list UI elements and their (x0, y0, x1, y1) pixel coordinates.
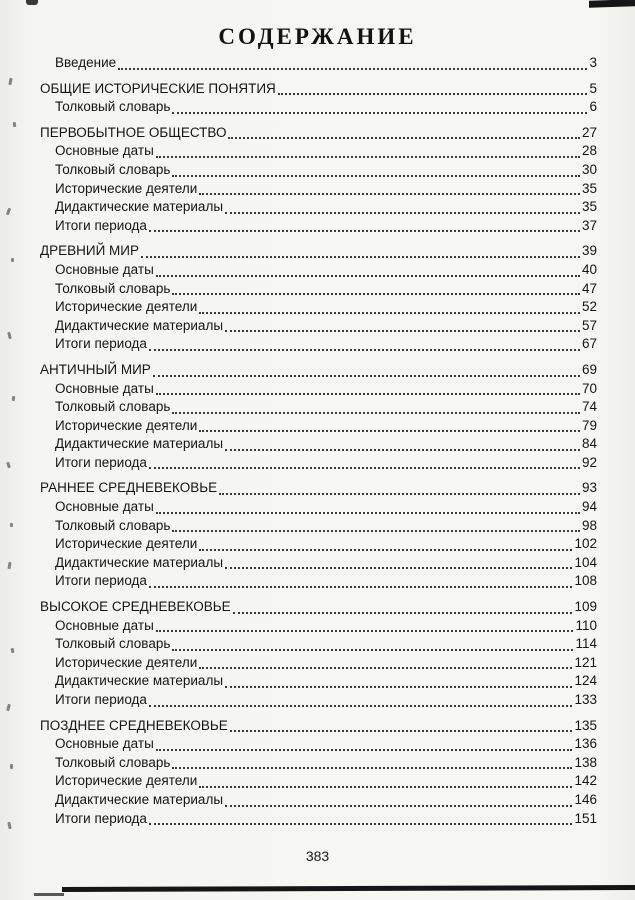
toc-entry (40, 791, 597, 810)
toc-entry (40, 142, 597, 161)
toc-entry-page: 74 (581, 399, 597, 415)
dot-leader (225, 212, 580, 214)
toc-entry-label: Итоги периода (55, 217, 147, 233)
dot-leader (225, 449, 580, 451)
toc-entry-label: Основные даты (55, 499, 154, 515)
dot-leader (149, 586, 573, 588)
footer-page-number: 383 (305, 848, 330, 864)
toc-entry-page: 35 (581, 180, 597, 196)
dot-leader (172, 530, 580, 532)
toc-entry (40, 554, 597, 573)
toc-entry (40, 198, 597, 217)
dot-leader (199, 667, 572, 669)
toc-entry-label: Толковый словарь (55, 636, 171, 652)
toc-entry (40, 335, 597, 354)
scan-artifact-margin-tick (10, 764, 13, 769)
toc-entry-label: ОБЩИЕ ИСТОРИЧЕСКИЕ ПОНЯТИЯ (40, 80, 276, 96)
toc-entry (40, 280, 597, 299)
dot-leader (153, 375, 580, 377)
toc-entry-page: 6 (589, 99, 597, 115)
toc-entry (40, 654, 597, 673)
toc-entry-page: 28 (581, 143, 597, 159)
toc-entry (40, 717, 597, 736)
dot-leader (149, 467, 580, 469)
scan-artifact-margin-tick (8, 78, 12, 85)
dot-leader (149, 230, 580, 232)
toc-entry-label: ПОЗДНЕЕ СРЕДНЕВЕКОВЬЕ (40, 717, 228, 733)
scan-artifact-margin-tick (6, 462, 11, 469)
toc-entry (40, 691, 597, 710)
toc-entry (40, 735, 597, 754)
toc-entry (40, 80, 597, 99)
toc-entry (40, 535, 597, 554)
scan-artifact-margin-tick (6, 704, 11, 712)
toc-entry-label: Дидактические материалы (55, 317, 224, 333)
dot-leader (172, 175, 580, 177)
toc-entry-page: 35 (581, 199, 597, 215)
toc-entry-label: Толковый словарь (55, 517, 171, 533)
toc-entry-page: 104 (574, 554, 597, 570)
toc-entry-label: Итоги периода (55, 336, 147, 352)
toc-entry-label: Основные даты (55, 380, 154, 396)
toc-entry (40, 479, 597, 498)
dot-leader (172, 412, 580, 414)
dot-leader (225, 330, 580, 332)
toc-entry (40, 242, 597, 261)
toc-entry-label: Исторические деятели (55, 773, 198, 789)
toc-entry-label: Исторические деятели (55, 180, 198, 196)
toc-entry-label: Толковый словарь (55, 280, 171, 296)
dot-leader (225, 686, 572, 688)
dot-leader (199, 430, 580, 432)
dot-leader (199, 312, 580, 314)
dot-leader (156, 512, 580, 514)
toc-entry-label: Дидактические материалы (55, 791, 224, 807)
toc-entry (40, 398, 597, 417)
toc-entry-label: Основные даты (55, 143, 154, 159)
dot-leader (149, 349, 580, 351)
toc-entry-page: 124 (574, 673, 597, 689)
toc-entry-page: 138 (574, 754, 597, 770)
toc-entry-label: Исторические деятели (55, 417, 198, 433)
scan-artifact-top-left (26, 0, 38, 5)
scan-artifact-margin-tick (11, 648, 15, 653)
toc-entry-label: Введение (55, 55, 117, 70)
scan-artifact-margin-tick (12, 396, 16, 401)
dot-leader (230, 730, 573, 732)
dot-leader (149, 705, 573, 707)
toc-entry (40, 317, 597, 336)
toc-entry-label: Исторические деятели (55, 299, 198, 315)
toc-entry-label: ПЕРВОБЫТНОЕ ОБЩЕСТВО (40, 124, 227, 140)
dot-leader (219, 493, 580, 495)
toc-entry-page: 67 (581, 336, 597, 352)
toc-entry (40, 161, 597, 180)
toc-entry-page: 3 (589, 55, 597, 70)
dot-leader (156, 156, 580, 158)
dot-leader (156, 749, 573, 751)
toc-entry (40, 217, 597, 236)
toc-entry-label: ВЫСОКОЕ СРЕДНЕВЕКОВЬЕ (40, 599, 231, 615)
toc-entry-label: Дидактические материалы (55, 673, 224, 689)
toc-entry-page: 27 (581, 124, 597, 140)
scan-artifact-margin-tick (6, 208, 11, 216)
toc-list (40, 54, 597, 828)
scan-artifact-margin-tick (13, 122, 17, 127)
toc-entry-page: 108 (574, 573, 597, 589)
scan-artifact-bottom-left (34, 893, 64, 896)
toc-entry (40, 754, 597, 773)
toc-entry-label: Толковый словарь (55, 161, 171, 177)
dot-leader (225, 567, 572, 569)
dot-leader (278, 93, 588, 95)
toc-entry (40, 672, 597, 691)
dot-leader (172, 112, 587, 114)
dot-leader (228, 137, 580, 139)
toc-entry-label: Исторические деятели (55, 654, 198, 670)
scan-artifact-bottom-line (62, 885, 635, 892)
toc-entry (40, 298, 597, 317)
dot-leader (156, 275, 580, 277)
toc-entry (40, 810, 597, 829)
toc-entry (40, 380, 597, 399)
toc-entry-label: Итоги периода (55, 454, 147, 470)
dot-leader (199, 549, 572, 551)
toc-entry (40, 517, 597, 536)
toc-entry (40, 98, 597, 117)
toc-entry-page: 94 (581, 499, 597, 515)
toc-entry-label: Толковый словарь (55, 754, 171, 770)
toc-entry-page: 52 (581, 299, 597, 315)
scan-artifact-margin-tick (7, 332, 12, 340)
dot-leader (199, 786, 572, 788)
toc-entry-label: Основные даты (55, 261, 154, 277)
scan-artifact-margin-tick (11, 258, 14, 262)
toc-entry-page: 109 (574, 599, 597, 615)
toc-entry (40, 180, 597, 199)
toc-entry (40, 498, 597, 517)
toc-entry-page: 5 (589, 80, 597, 96)
dot-leader (172, 649, 573, 651)
toc-entry-page: 84 (581, 436, 597, 452)
toc-entry (40, 435, 597, 454)
toc-entry-label: Основные даты (55, 617, 154, 633)
scan-artifact-margin-tick (7, 562, 11, 569)
toc-entry-label: ДРЕВНИЙ МИР (40, 243, 140, 259)
toc-entry-page: 47 (581, 280, 597, 296)
toc-entry-page: 142 (574, 773, 597, 789)
dot-leader (233, 612, 573, 614)
toc-entry-page: 98 (581, 517, 597, 533)
toc-entry-page: 135 (574, 717, 597, 733)
toc-entry-page: 114 (575, 636, 597, 652)
toc-entry-page: 133 (574, 692, 597, 707)
toc-entry-page: 30 (581, 161, 597, 177)
toc-entry-label: РАННЕЕ СРЕДНЕВЕКОВЬЕ (40, 480, 218, 496)
toc-entry-label: Итоги периода (55, 573, 147, 589)
toc-entry-page: 40 (581, 261, 597, 277)
toc-entry (40, 454, 597, 473)
toc-entry-page: 146 (574, 791, 597, 807)
scan-artifact-margin-tick (10, 523, 13, 527)
toc-entry-label: Основные даты (55, 736, 154, 752)
dot-leader (149, 823, 573, 825)
toc-entry-label: АНТИЧНЫЙ МИР (40, 361, 151, 377)
toc-entry (40, 617, 597, 636)
toc-entry-label: Итоги периода (55, 810, 147, 826)
toc-entry-page: 92 (581, 454, 597, 470)
toc-entry (40, 54, 597, 73)
dot-leader (141, 256, 580, 258)
toc-entry-page: 136 (574, 736, 597, 752)
toc-entry (40, 598, 597, 617)
toc-entry-label: Дидактические материалы (55, 554, 224, 570)
toc-entry (40, 361, 597, 380)
toc-entry-page: 37 (581, 217, 597, 233)
page-title: СОДЕРЖАНИЕ (218, 24, 417, 49)
toc-entry (40, 417, 597, 436)
toc-entry-label: Толковый словарь (55, 99, 171, 115)
toc-entry-page: 93 (581, 480, 597, 496)
toc-entry-page: 39 (581, 243, 597, 259)
toc-entry-label: Итоги периода (55, 692, 147, 707)
dot-leader (156, 393, 580, 395)
toc-entry (40, 261, 597, 280)
dot-leader (118, 68, 587, 70)
dot-leader (172, 293, 580, 295)
toc-entry-page: 79 (581, 417, 597, 433)
toc-entry-label: Дидактические материалы (55, 436, 224, 452)
toc-entry-page: 102 (574, 536, 597, 552)
toc-entry-page: 70 (581, 380, 597, 396)
toc-entry-page: 110 (575, 617, 597, 633)
toc-entry (40, 124, 597, 143)
dot-leader (172, 767, 572, 769)
scan-artifact-margin-tick (7, 822, 11, 829)
toc-entry (40, 635, 597, 654)
toc-entry (40, 572, 597, 591)
toc-entry-page: 57 (581, 317, 597, 333)
dot-leader (199, 193, 580, 195)
dot-leader (225, 805, 572, 807)
toc-entry-page: 151 (574, 810, 597, 826)
toc-entry-label: Исторические деятели (55, 536, 198, 552)
toc-entry-label: Толковый словарь (55, 399, 171, 415)
toc-entry-page: 69 (581, 361, 597, 377)
toc-entry (40, 772, 597, 791)
toc-entry-page: 121 (574, 654, 597, 670)
toc-entry-label: Дидактические материалы (55, 199, 224, 215)
dot-leader (156, 630, 574, 632)
